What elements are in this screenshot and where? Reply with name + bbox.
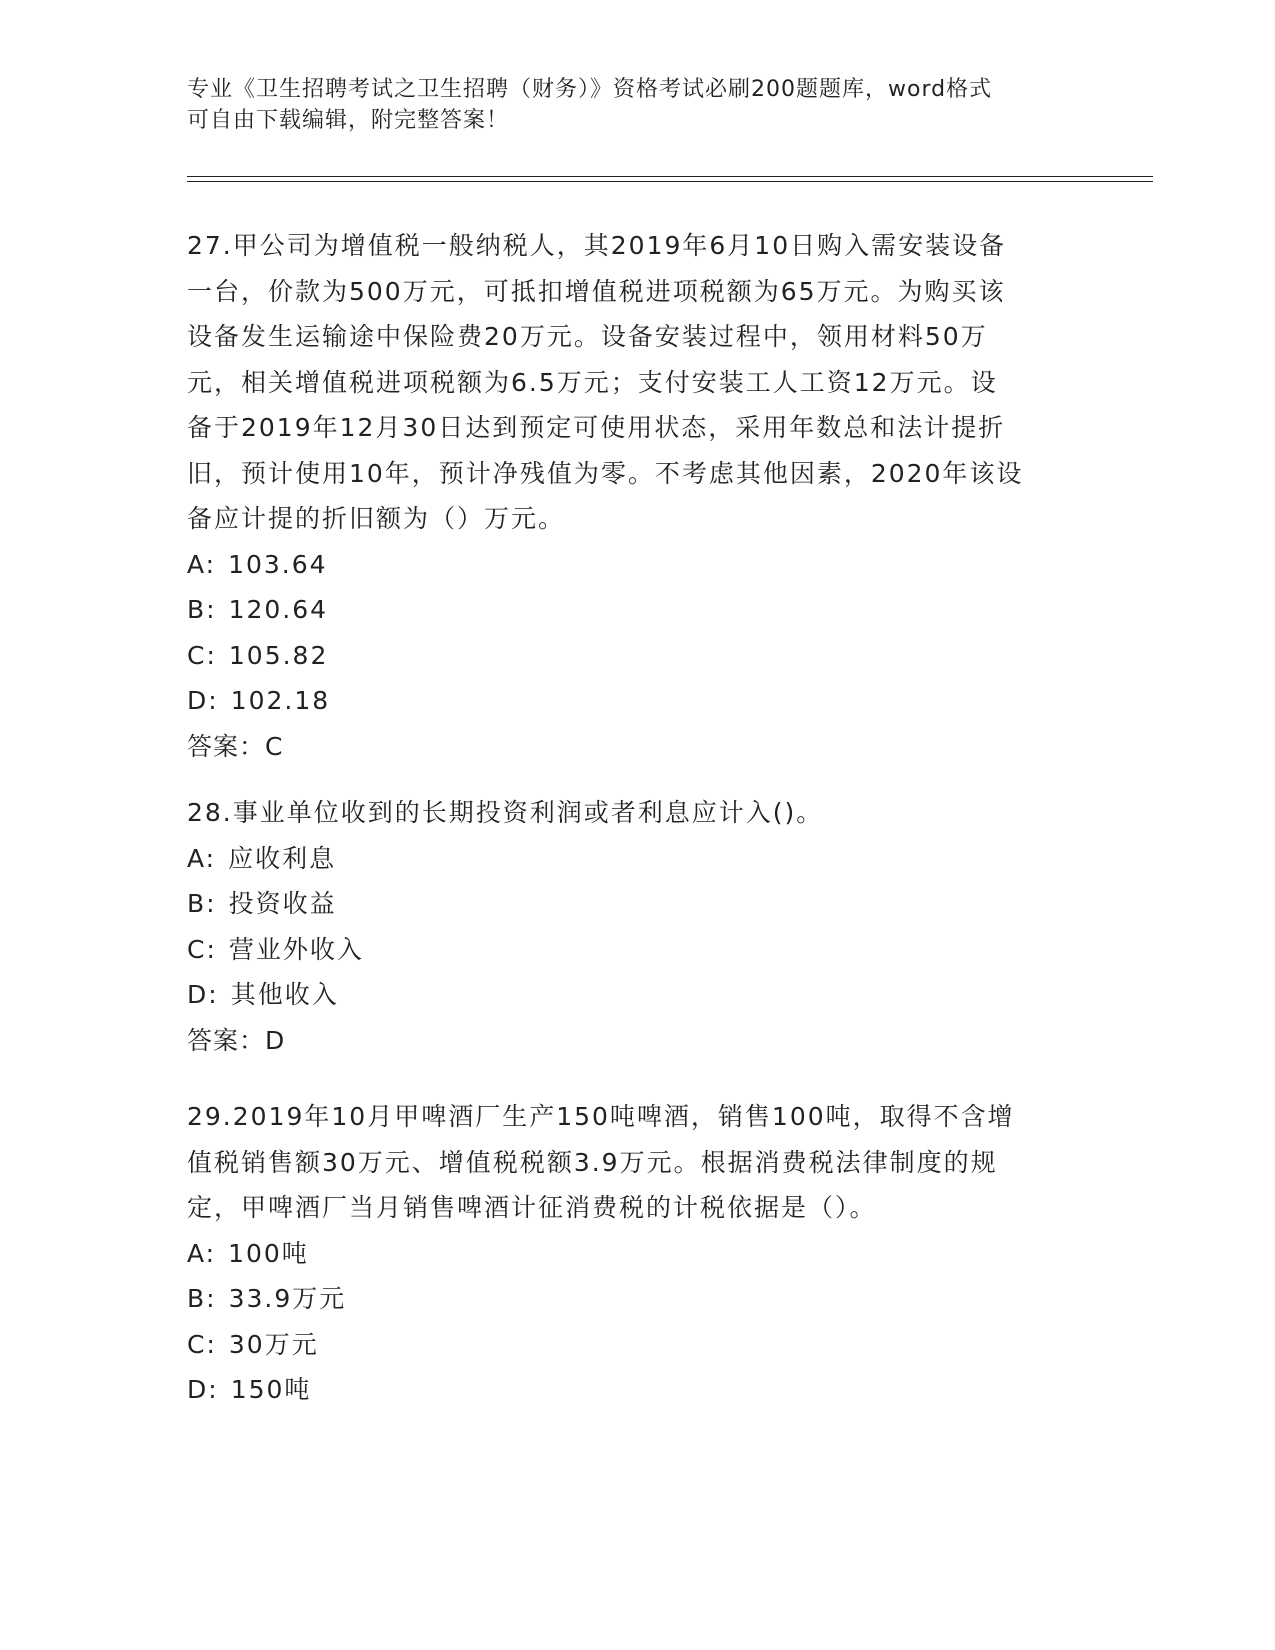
option-text: 105.82 bbox=[228, 640, 329, 670]
header-divider-top bbox=[187, 176, 1153, 177]
question-27 bbox=[187, 223, 1087, 769]
option-letter: B: bbox=[187, 595, 217, 624]
stem-line: 旧，预计使用10年，预计净残值为零。不考虑其他因素，2020年该设 bbox=[187, 458, 1024, 488]
option-letter: C: bbox=[187, 934, 217, 964]
option-letter: A: bbox=[187, 843, 217, 873]
option-text: 其他收入 bbox=[230, 980, 339, 1009]
option-letter: B: bbox=[187, 1284, 217, 1313]
question-stem bbox=[187, 1094, 1087, 1231]
question-29 bbox=[187, 1094, 1087, 1413]
option-d bbox=[187, 1367, 1087, 1413]
answer-label: 答案： bbox=[187, 731, 266, 761]
option-letter: C: bbox=[187, 640, 217, 670]
option-text: 103.64 bbox=[228, 549, 328, 579]
answer-value: C bbox=[265, 731, 284, 761]
answer-line bbox=[187, 1018, 1087, 1064]
stem-line: 定，甲啤酒厂当月销售啤酒计征消费税的计税依据是（）。 bbox=[187, 1193, 877, 1222]
stem-line: 元，相关增值税进项税额为6.5万元；支付安装工人工资12万元。设 bbox=[187, 367, 998, 397]
stem-line: 设备发生运输途中保险费20万元。设备安装过程中，领用材料50万 bbox=[187, 322, 988, 351]
option-text: 营业外收入 bbox=[228, 934, 364, 964]
option-b bbox=[187, 1276, 1087, 1322]
option-a bbox=[187, 836, 1087, 882]
option-letter: D: bbox=[187, 980, 219, 1009]
stem-line: 备于2019年12月30日达到预定可使用状态，采用年数总和法计提折 bbox=[187, 413, 1006, 442]
option-letter: A: bbox=[187, 549, 217, 579]
option-text: 120.64 bbox=[228, 595, 329, 624]
question-28 bbox=[187, 790, 1087, 1063]
option-d bbox=[187, 678, 1087, 724]
option-letter: D: bbox=[187, 686, 219, 715]
option-letter: A: bbox=[187, 1238, 217, 1268]
option-c bbox=[187, 1322, 1087, 1368]
question-stem bbox=[187, 223, 1087, 542]
header-line: 专业《卫生招聘考试之卫生招聘（财务）》资格考试必刷200题题库，word格式 bbox=[187, 77, 993, 102]
option-text: 100吨 bbox=[228, 1238, 309, 1268]
option-b bbox=[187, 881, 1087, 927]
option-d bbox=[187, 972, 1087, 1018]
header-divider-bottom bbox=[187, 181, 1153, 182]
stem-line: 值税销售额30万元、增值税税额3.9万元。根据消费税法律制度的规 bbox=[187, 1147, 998, 1177]
answer-line bbox=[187, 724, 1087, 770]
stem-line: 备应计提的折旧额为（）万元。 bbox=[187, 504, 566, 533]
option-c bbox=[187, 633, 1087, 679]
option-text: 150吨 bbox=[230, 1375, 312, 1404]
answer-label: 答案： bbox=[187, 1025, 266, 1055]
option-text: 30万元 bbox=[228, 1329, 319, 1359]
option-text: 102.18 bbox=[230, 686, 331, 715]
option-a bbox=[187, 542, 1087, 588]
stem-line: 一台，价款为500万元，可抵扣增值税进项税额为65万元。为购买该 bbox=[187, 276, 1006, 306]
option-letter: D: bbox=[187, 1375, 219, 1404]
option-text: 应收利息 bbox=[228, 843, 337, 873]
option-letter: B: bbox=[187, 889, 217, 918]
header-line: 可自由下载编辑，附完整答案！ bbox=[187, 108, 510, 133]
answer-value: D bbox=[265, 1025, 286, 1055]
stem-line: 28.事业单位收到的长期投资利润或者利息应计入()。 bbox=[187, 798, 824, 827]
option-c bbox=[187, 927, 1087, 973]
document-header bbox=[187, 74, 1067, 136]
option-letter: C: bbox=[187, 1329, 217, 1359]
stem-line: 27.甲公司为增值税一般纳税人，其2019年6月10日购入需安装设备 bbox=[187, 231, 1007, 260]
option-text: 投资收益 bbox=[228, 889, 337, 918]
option-text: 33.9万元 bbox=[228, 1284, 347, 1313]
option-b bbox=[187, 587, 1087, 633]
option-a bbox=[187, 1231, 1087, 1277]
question-stem bbox=[187, 790, 1087, 836]
stem-line: 29.2019年10月甲啤酒厂生产150吨啤酒，销售100吨，取得不含增 bbox=[187, 1102, 1015, 1131]
